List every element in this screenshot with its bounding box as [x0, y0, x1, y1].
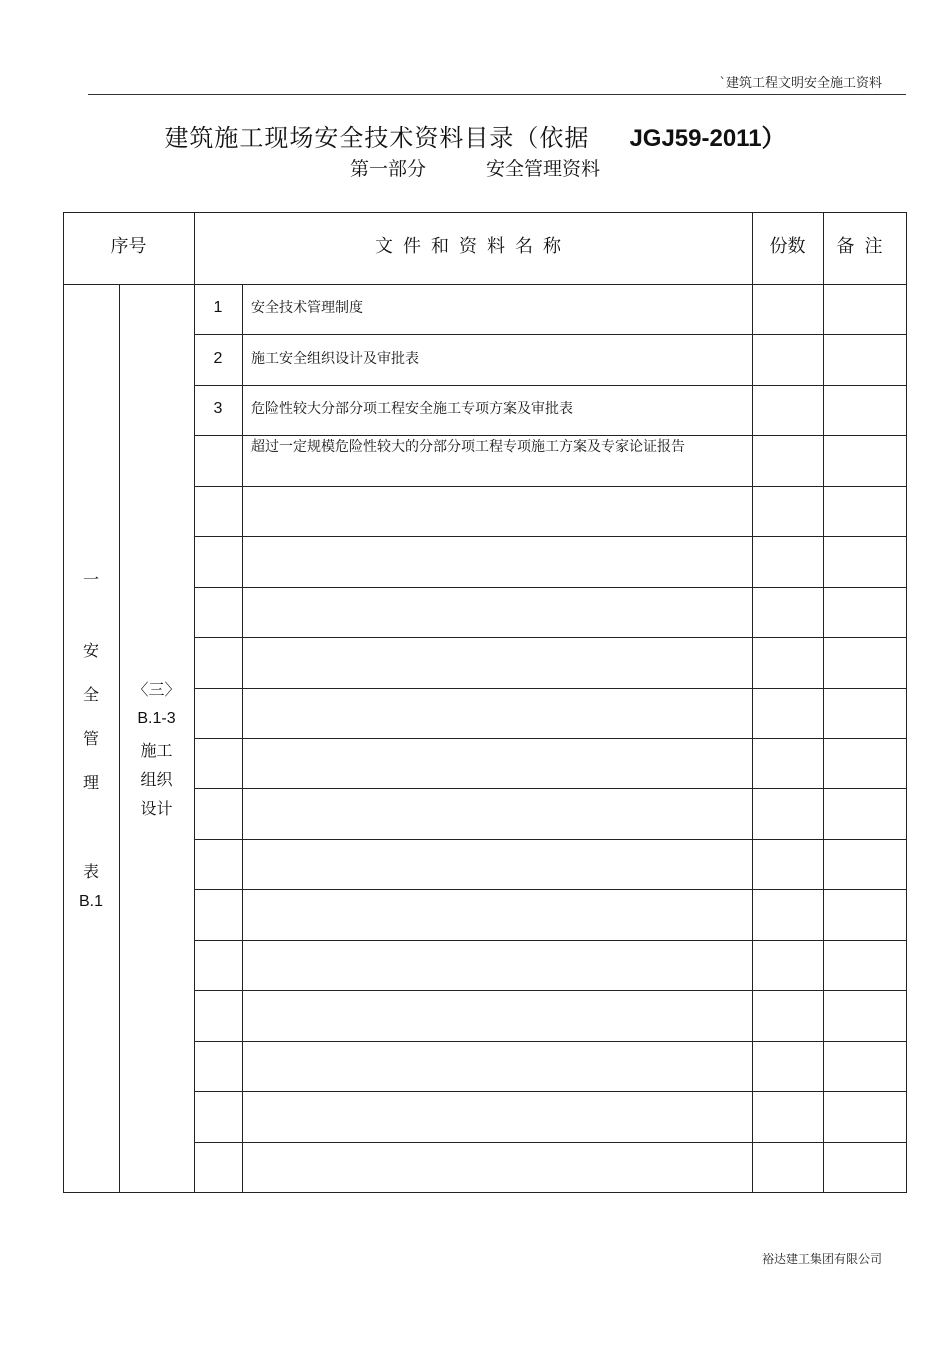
row-divider [194, 637, 906, 638]
row-divider [194, 334, 906, 335]
row-divider [194, 1041, 906, 1042]
row-divider [194, 990, 906, 991]
row-divider [194, 486, 906, 487]
row-divider [194, 587, 906, 588]
row-divider [194, 1142, 906, 1143]
row-divider [194, 688, 906, 689]
row-divider [194, 788, 906, 789]
row-number: 3 [213, 400, 223, 417]
column-header-copies: 份数 [769, 236, 806, 257]
subtitle-part: 第一部分 [349, 158, 426, 180]
row-divider [194, 385, 906, 386]
table-border-bottom [63, 1192, 906, 1193]
section-char: 理 [82, 773, 99, 792]
table-border-top [63, 212, 906, 213]
subsection-line: 设计 [140, 799, 173, 818]
row-document-name: 危险性较大分部分项工程安全施工专项方案及审批表 [251, 401, 573, 417]
table-border-left [63, 212, 64, 1192]
running-header: `建筑工程文明安全施工资料 [719, 76, 882, 91]
subsection-line: 施工 [140, 741, 173, 760]
subtitle-name: 安全管理资料 [486, 158, 601, 180]
column-divider [119, 284, 120, 1192]
section-code: B.1 [78, 893, 103, 910]
row-divider [194, 940, 906, 941]
header-divider-line [63, 284, 906, 285]
subsection-code: B.1-3 [137, 710, 176, 727]
row-number: 1 [213, 299, 223, 316]
column-divider [752, 212, 753, 1192]
header-divider [88, 94, 906, 95]
row-document-name: 施工安全组织设计及审批表 [251, 351, 419, 367]
row-divider [194, 738, 906, 739]
section-char: 全 [82, 685, 99, 704]
title-main: 建筑施工现场安全技术资料目录（依据 [164, 124, 590, 152]
column-divider [823, 212, 824, 1192]
page-subtitle [0, 154, 950, 181]
column-header-index: 序号 [110, 236, 147, 257]
company-footer: 裕达建工集团有限公司 [761, 1252, 882, 1266]
catalog-table [63, 212, 906, 1192]
subsection-line: 〈三〉 [132, 680, 181, 699]
row-divider [194, 536, 906, 537]
row-number: 2 [213, 350, 223, 367]
row-document-name: 安全技术管理制度 [251, 300, 363, 316]
row-divider [194, 1091, 906, 1092]
section-char: 安 [82, 641, 99, 660]
title-standard-code: JGJ59-2011） [629, 125, 786, 152]
row-divider [194, 889, 906, 890]
section-char: 表 [82, 862, 99, 881]
table-border-right [906, 212, 907, 1193]
section-char: 管 [82, 729, 99, 748]
row-document-name: 超过一定规模危险性较大的分部分项工程专项施工方案及专家论证报告 [251, 439, 685, 455]
section-char: 一 [82, 570, 99, 589]
page-title [0, 118, 950, 153]
column-header-name: 文件和资料名称 [375, 236, 571, 257]
row-divider [194, 839, 906, 840]
column-header-remark: 备注 [836, 236, 893, 257]
subsection-line: 组织 [140, 770, 173, 789]
